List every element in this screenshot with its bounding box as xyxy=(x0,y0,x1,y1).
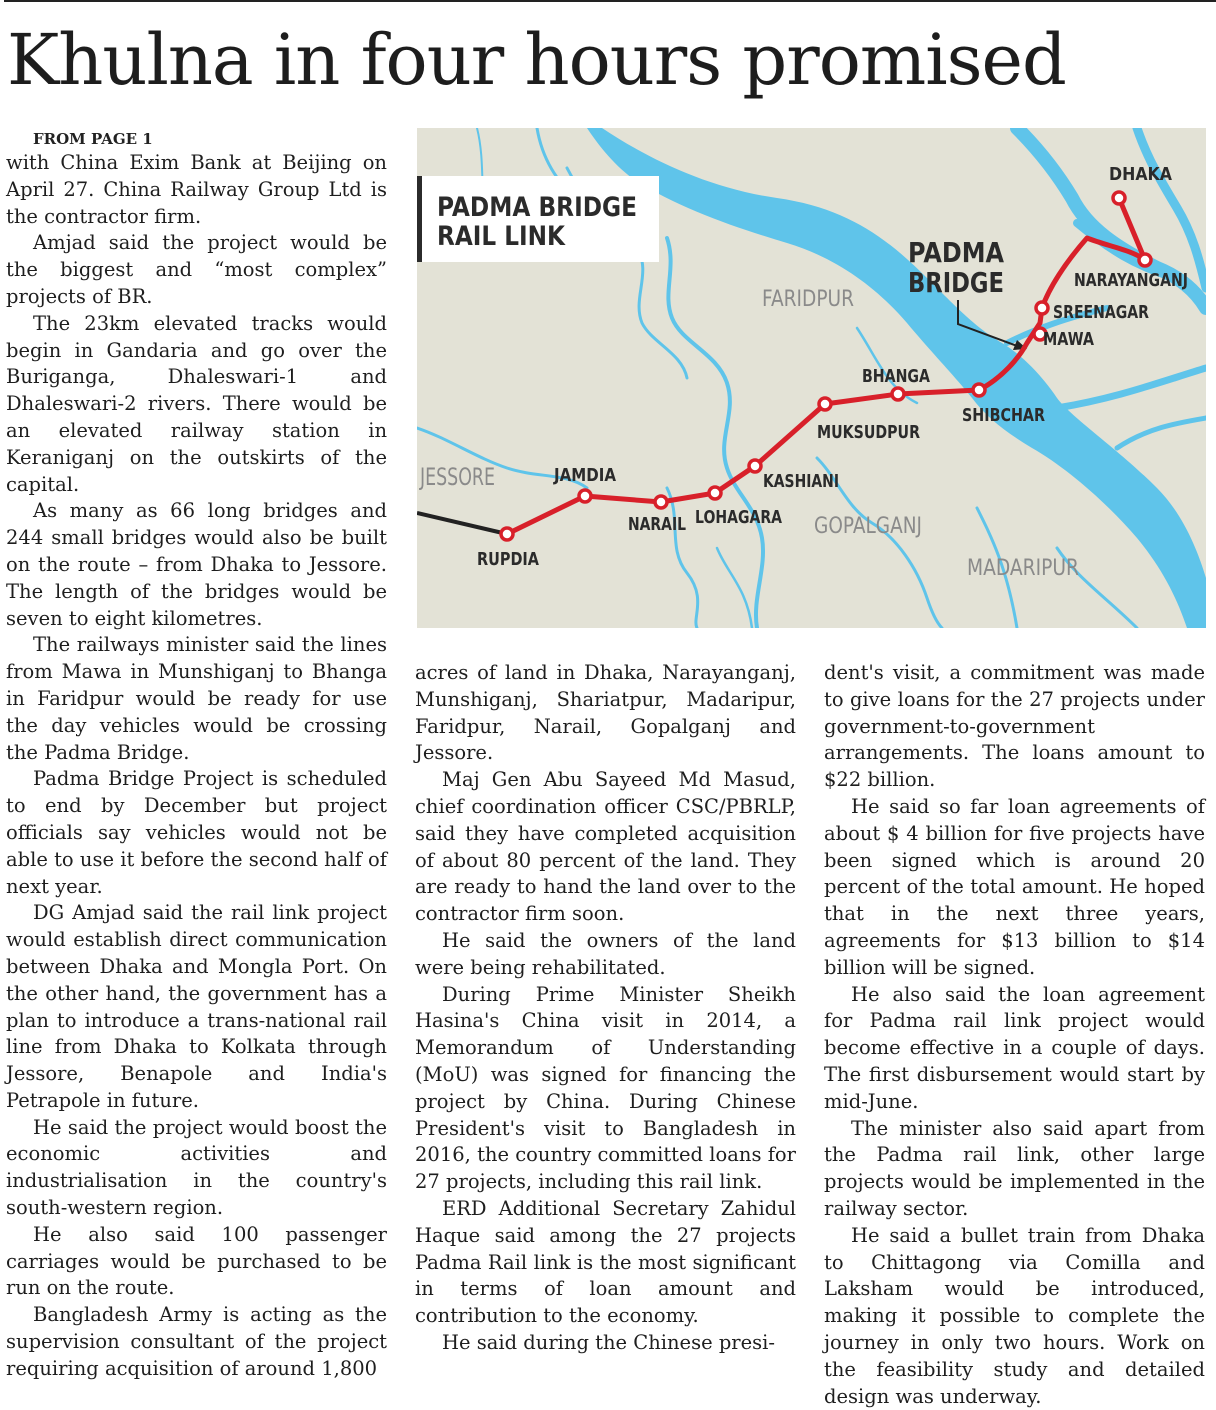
paragraph: Bangladesh Army is acting as the supervision consultant of the project requiring acquisition of around 1,800 xyxy=(6,1303,387,1380)
paragraph: ERD Additional Secretary Zahidul Haque said among the 27 projects Padma Rail link is the most significant in terms of loan amount and contribution to the economy. xyxy=(415,1196,796,1328)
map-title-bar xyxy=(417,176,422,262)
station-label-kashiani: KASHIANI xyxy=(763,471,839,492)
paragraph: Padma Bridge Project is scheduled to end by December but project officials say vehicles would not be able to use it before the second half of next year. xyxy=(6,767,387,898)
headline: Khulna in four hours promised xyxy=(7,19,1066,101)
station-sreenagar-marker xyxy=(1036,302,1048,314)
paragraph: The railways minister said the lines from Mawa in Munshiganj to Bhanga in Faridpur would be ready for use the day vehicles would be crossing the Padma Bridge. xyxy=(6,633,387,764)
station-label-muksudpur: MUKSUDPUR xyxy=(817,422,921,443)
kicker: FROM PAGE 1 xyxy=(33,130,153,148)
paragraph: He also said the loan agreement for Padma rail link project would become effective in a couple of days. The first disbursement would start by mid-June. xyxy=(824,982,1205,1113)
station-kashiani-marker xyxy=(749,460,761,472)
paragraph: with China Exim Bank at Beijing on April 27. China Railway Group Ltd is the contractor firm. xyxy=(6,151,387,228)
paragraph: During Prime Minister Sheikh Hasina's China visit in 2014, a Memorandum of Understanding (MoU) was signed for financing the project by China. During Chinese President's visit to Bangladesh in 2016, the country committed loans for 27 projects, including this rail link. xyxy=(415,982,796,1194)
station-bhanga-marker xyxy=(892,388,904,400)
padma-bridge-label-line1: PADMA xyxy=(908,236,1005,269)
station-label-narail: NARAIL xyxy=(628,514,686,535)
station-muksudpur-marker xyxy=(819,398,831,410)
station-dhaka-marker xyxy=(1113,192,1125,204)
station-label-rupdia: RUPDIA xyxy=(477,549,540,570)
paragraph: acres of land in Dhaka, Narayanganj, Munshiganj, Shariatpur, Madaripur, Faridpur, Narail, Gopalganj and Jessore. xyxy=(415,661,796,765)
paragraph: He said so far loan agreements of about $ 4 billion for five projects have been signed which is around 20 percent of the total amount. He hoped that in the next three years, agreements for $13 billion to $14 billion will be signed. xyxy=(824,794,1205,979)
paragraph: He said during the Chinese presi- xyxy=(442,1330,776,1354)
paragraph: DG Amjad said the rail link project would establish direct communication between Dhaka and Mongla Port. On the other hand, the government has a plan to introduce a trans-national rail line from Dhaka to Kolkata through Jessore, Benapole and India's Petrapole in future. xyxy=(6,901,387,1112)
station-narayanganj-marker xyxy=(1139,254,1151,266)
station-label-shibchar: SHIBCHAR xyxy=(962,405,1046,426)
map-title-line2: RAIL LINK xyxy=(437,221,566,252)
top-rule xyxy=(4,0,1216,2)
station-label-mawa: MAWA xyxy=(1043,329,1095,350)
paragraph: He said the owners of the land were being rehabilitated. xyxy=(415,928,796,979)
station-label-sreenagar: SREENAGAR xyxy=(1053,302,1150,323)
district-label-gopalganj: GOPALGANJ xyxy=(814,514,922,539)
paragraph: The minister also said apart from the Padma rail link, other large projects would be implemented in the railway sector. xyxy=(824,1116,1205,1220)
station-label-narayanganj: NARAYANGANJ xyxy=(1074,270,1188,291)
article-column-3 xyxy=(824,660,1205,1410)
padma-bridge-label-line2: BRIDGE xyxy=(908,266,1004,299)
district-label-jessore: JESSORE xyxy=(418,463,495,491)
paragraph: dent's visit, a commitment was made to give loans for the 27 projects under government-to-government arrangements. The loans amount to $22 billion. xyxy=(824,661,1205,792)
station-label-jamdia: JAMDIA xyxy=(552,465,617,486)
paragraph: Amjad said the project would be the biggest and “most complex” projects of BR. xyxy=(6,231,387,308)
paragraph: The 23km elevated tracks would begin in Gandaria and go over the Buriganga, Dhaleswari-1 and Dhaleswari-2 rivers. There would be an elevated railway station in Keraniganj on the outskirts of the capital. xyxy=(6,311,387,496)
station-label-bhanga: BHANGA xyxy=(862,366,931,387)
map-title-line1: PADMA BRIDGE xyxy=(437,192,637,223)
station-label-lohagara: LOHAGARA xyxy=(695,507,783,528)
station-lohagara-marker xyxy=(709,487,721,499)
station-narail-marker xyxy=(655,496,667,508)
paragraph: He also said 100 passenger carriages would be purchased to be run on the route. xyxy=(6,1222,387,1300)
paragraph: Maj Gen Abu Sayeed Md Masud, chief coordination officer CSC/PBRLP, said they have completed acquisition of about 80 percent of the land. They are ready to hand the land over to the contractor firm soon. xyxy=(415,768,796,926)
article-column-2 xyxy=(415,660,796,1357)
rail-link-map xyxy=(417,128,1206,628)
station-shibchar-marker xyxy=(973,384,985,396)
station-jamdia-marker xyxy=(579,490,591,502)
paragraph: He said the project would boost the economic activities and industrialisation in the country's south-western region. xyxy=(6,1115,387,1220)
paragraph: As many as 66 long bridges and 244 small bridges would also be built on the route – from Dhaka to Jessore. The length of the bridges would be seven to eight kilometres. xyxy=(6,499,387,630)
paragraph: He said a bullet train from Dhaka to Chittagong via Comilla and Laksham would be introduced, making it possible to complete the journey in only two hours. Work on the feasibility study and detailed design was underway. xyxy=(824,1223,1205,1408)
station-label-dhaka: DHAKA xyxy=(1109,164,1173,185)
article-column-1 xyxy=(6,128,387,1383)
district-label-faridpur: FARIDPUR xyxy=(762,287,854,312)
district-label-madaripur: MADARIPUR xyxy=(967,556,1079,581)
map-svg xyxy=(417,128,1206,628)
station-rupdia-marker xyxy=(501,528,513,540)
